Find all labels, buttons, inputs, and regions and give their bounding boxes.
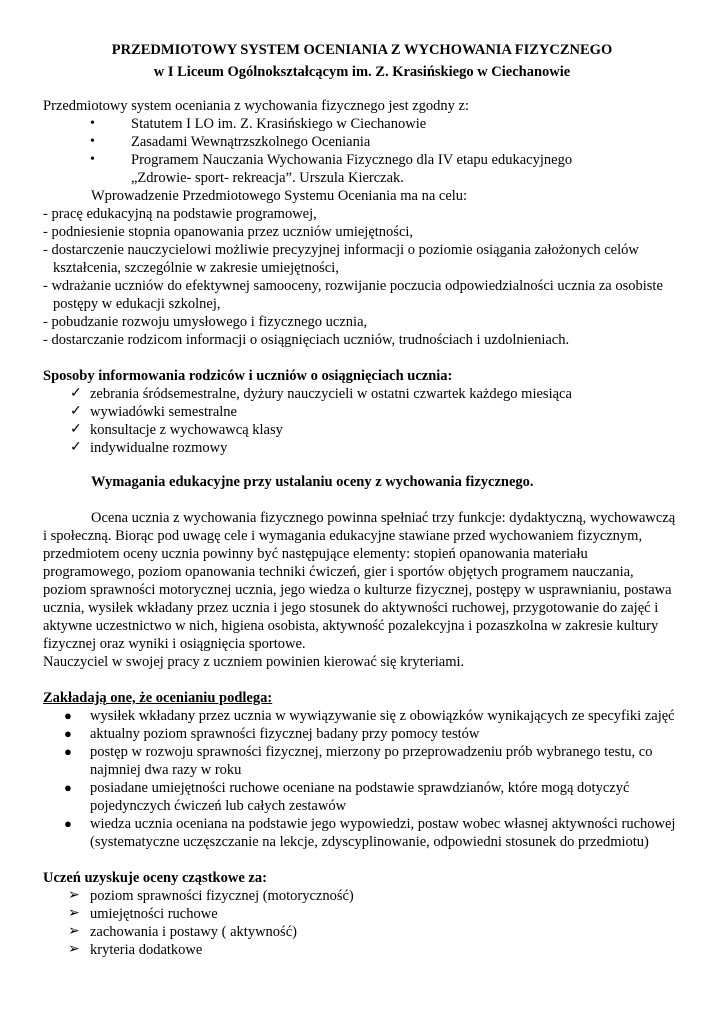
requirements-heading: Wymagania edukacyjne przy ustalaniu oceny z wychowania fizycznego. [91, 474, 534, 490]
dot-bullet-icon: ● [64, 816, 72, 831]
assessed-line: aktualny poziom sprawności fizycznej badany przy pomocy testów [90, 726, 480, 742]
goal-line: kształcenia, szczególnie w zakresie umiejętności, [53, 260, 339, 276]
requirements-line: przedmiotem oceny ucznia powinny być następujące elementy: stopień opanowania materiału [43, 546, 588, 562]
goal-line: - dostarczanie rodzicom informacji o osiągnięciach uczniów, trudnościach i uzdolnieniach. [43, 332, 570, 348]
goals-intro: Wprowadzenie Przedmiotowego Systemu Oceniania ma na celu: [91, 188, 468, 204]
requirements-line: programowego, poziom opanowania techniki ćwiczeń, gier i sportów objętych programem nauczania, [43, 564, 634, 580]
grades-item: zachowania i postawy ( aktywność) [90, 924, 297, 940]
bullet-icon: • [90, 116, 95, 131]
parents-item: indywidualne rozmowy [90, 440, 228, 456]
assessed-line: (systematyczne uczęszczanie na lekcje, zdyscyplinowanie, odpowiedni stosunek do przedmiotu) [90, 834, 649, 850]
requirements-line: fizycznej oraz wyniki i osiągnięcia sportowe. [43, 636, 306, 652]
assessed-line: pojedynczych ćwiczeń lub całych zestawów [90, 798, 347, 814]
goal-line: - wdrażanie uczniów do efektywnej samooceny, rozwijanie poczucia odpowiedzialności ucznia za osobiste [43, 278, 663, 294]
check-icon: ✓ [70, 386, 82, 401]
assessed-line: postęp w rozwoju sprawności fizycznej, mierzony po przeprowadzeniu prób wybranego testu, co [90, 744, 653, 760]
assessed-line: wysiłek wkładany przez ucznia w wywiązywanie się z obowiązków wynikających ze specyfiki zajęć [90, 708, 675, 724]
requirements-line: Ocena ucznia z wychowania fizycznego powinna spełniać trzy funkcje: dydaktyczną, wychowawczą [91, 510, 676, 526]
parents-item: wywiadówki semestralne [90, 404, 237, 420]
bullet-icon: • [90, 152, 95, 167]
intro-item: Statutem I LO im. Z. Krasińskiego w Ciechanowie [131, 116, 427, 132]
assessed-line: najmniej dwa razy w roku [90, 762, 242, 778]
arrow-bullet-icon: ➢ [68, 906, 80, 921]
intro-item-continued: „Zdrowie- sport- rekreacja”. Urszula Kierczak. [131, 170, 404, 186]
bullet-icon: • [90, 134, 95, 149]
assessed-heading: Zakładają one, że ocenianiu podlega: [43, 690, 273, 706]
dot-bullet-icon: ● [64, 744, 72, 759]
arrow-bullet-icon: ➢ [68, 924, 80, 939]
document-subtitle: w I Liceum Ogólnokształcącym im. Z. Krasińskiego w Ciechanowie [153, 64, 571, 80]
check-icon: ✓ [70, 440, 82, 455]
check-icon: ✓ [70, 404, 82, 419]
document-title: PRZEDMIOTOWY SYSTEM OCENIANIA Z WYCHOWANIA FIZYCZNEGO [111, 42, 613, 58]
intro-text: Przedmiotowy system oceniania z wychowania fizycznego jest zgodny z: [43, 98, 470, 114]
assessed-line: posiadane umiejętności ruchowe oceniane na podstawie sprawdzianów, które mogą dotyczyć [90, 780, 630, 796]
grades-item: kryteria dodatkowe [90, 942, 203, 958]
arrow-bullet-icon: ➢ [68, 888, 80, 903]
parents-item: zebrania śródsemestralne, dyżury nauczycieli w ostatni czwartek każdego miesiąca [90, 386, 572, 402]
grades-heading: Uczeń uzyskuje oceny cząstkowe za: [43, 870, 267, 886]
goal-line: - pracę edukacyjną na podstawie programowej, [43, 206, 317, 222]
dot-bullet-icon: ● [64, 708, 72, 723]
dot-bullet-icon: ● [64, 780, 72, 795]
goal-line: - dostarczenie nauczycielowi możliwie precyzyjnej informacji o poziomie osiągania założonych celów [43, 242, 639, 258]
parents-item: konsultacje z wychowawcą klasy [90, 422, 283, 438]
arrow-bullet-icon: ➢ [68, 942, 80, 957]
dot-bullet-icon: ● [64, 726, 72, 741]
goal-line: - podniesienie stopnia opanowania przez uczniów umiejętności, [43, 224, 414, 240]
requirements-line: poziom sprawności motorycznej ucznia, jego wiedza o kulturze fizycznej, postępy w usprawnianiu, postawa [43, 582, 672, 598]
parents-heading: Sposoby informowania rodziców i uczniów o osiągnięciach ucznia: [43, 368, 453, 384]
requirements-line: aktywne uczestnictwo w nich, higiena osobista, aktywność pozalekcyjna i pozaszkolna w zakresie kultury [43, 618, 659, 634]
assessed-line: wiedza ucznia oceniana na podstawie jego wypowiedzi, postaw wobec własnej aktywności ruchowej [90, 816, 676, 832]
requirements-line: ucznia, wysiłek wkładany przez ucznia i jego stosunek do aktywności ruchowej, przygotowanie do zajęć i [43, 600, 659, 616]
intro-item: Programem Nauczania Wychowania Fizycznego dla IV etapu edukacyjnego [131, 152, 573, 168]
grades-item: umiejętności ruchowe [90, 906, 218, 922]
goal-line: - pobudzanie rozwoju umysłowego i fizycznego ucznia, [43, 314, 368, 330]
requirements-line: Nauczyciel w swojej pracy z uczniem powinien kierować się kryteriami. [43, 654, 465, 670]
intro-item: Zasadami Wewnątrzszkolnego Oceniania [131, 134, 371, 150]
grades-item: poziom sprawności fizycznej (motoryczność) [90, 888, 354, 904]
check-icon: ✓ [70, 422, 82, 437]
goal-line: postępy w edukacji szkolnej, [53, 296, 221, 312]
requirements-line: i społeczną. Biorąc pod uwagę cele i wymagania edukacyjne stawiane przed wychowaniem fizycznym, [43, 528, 643, 544]
